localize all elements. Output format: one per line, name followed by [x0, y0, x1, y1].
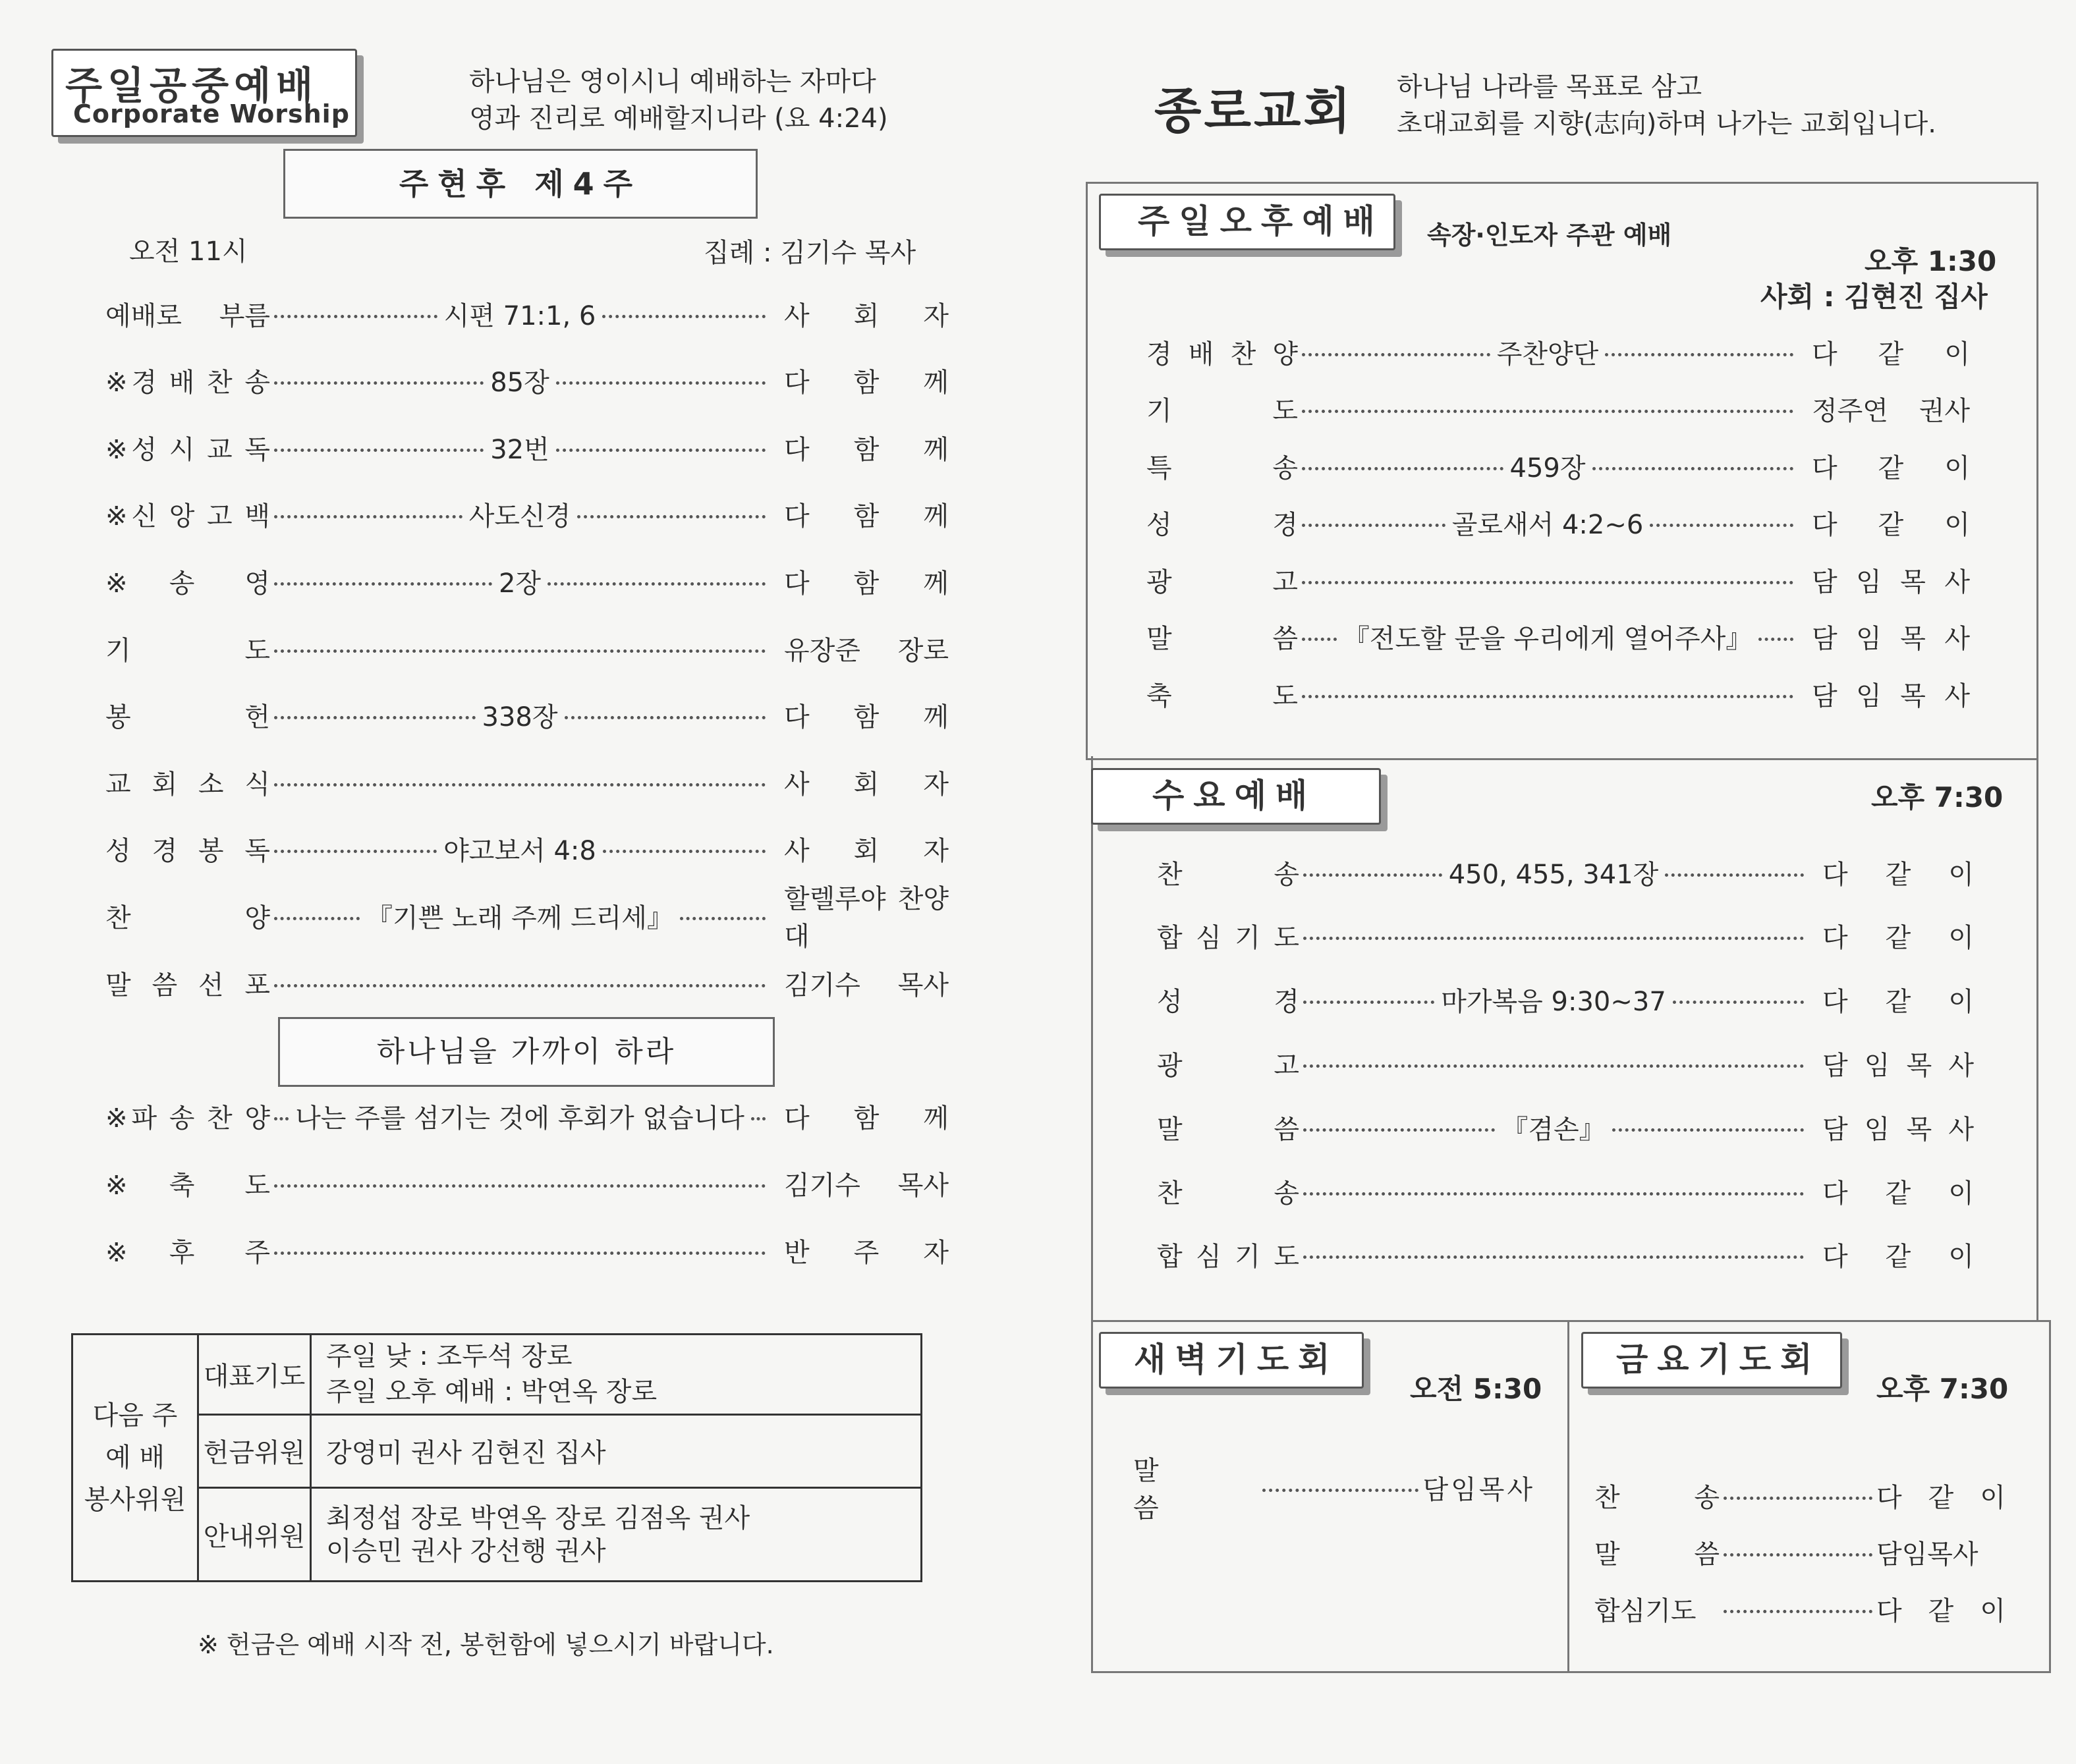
order-item-label — [105, 563, 270, 600]
wednesday-item-row — [1157, 1043, 1974, 1083]
week-title-box — [283, 149, 758, 219]
wednesday-item-row — [1157, 916, 1974, 956]
order-item-label — [105, 964, 270, 1002]
wednesday-item-label-text: 합 심 기 도 — [1157, 1242, 1299, 1273]
afternoon-item-detail: 주찬양단 — [1496, 339, 1599, 370]
afternoon-item-label-text: 기 도 — [1146, 396, 1298, 426]
sermon-title: 하나님을 가까이 하라 — [376, 1035, 677, 1068]
dotted-leader — [274, 649, 766, 653]
wednesday-item-detail: 『겸손』 — [1501, 1114, 1606, 1145]
dotted-leader — [1303, 1192, 1804, 1196]
dotted-leader — [274, 515, 463, 518]
dotted-leader — [1650, 524, 1793, 527]
dotted-leader — [274, 315, 437, 318]
wednesday-item-leader: 다 같 이 — [1822, 1178, 1974, 1209]
dotted-leader — [556, 381, 766, 385]
dotted-leader — [602, 315, 766, 318]
dotted-leader — [577, 515, 766, 518]
afternoon-item-detail: 459장 — [1509, 453, 1586, 483]
dotted-leader — [274, 1252, 766, 1255]
order-item-label-text: 봉 헌 — [105, 702, 270, 733]
closing-item-detail: 나는 주를 섬기는 것에 후회가 없습니다 — [295, 1103, 744, 1134]
afternoon-title-tab — [1099, 194, 1395, 250]
order-item-label-text: 교 회 소 식 — [105, 769, 270, 800]
dotted-leader — [1592, 467, 1794, 470]
church-name: 종로교회 — [1154, 83, 1353, 140]
order-item-leader: 다 함 께 — [784, 501, 949, 532]
closing-item-label — [105, 1165, 270, 1202]
order-item-row — [105, 628, 949, 668]
afternoon-item-leader: 다 같 이 — [1812, 510, 1970, 540]
afternoon-item-label-text: 성 경 — [1146, 510, 1298, 540]
wednesday-item-leader: 담 임 목 사 — [1822, 1114, 1974, 1145]
wednesday-title-tab — [1091, 768, 1381, 825]
afternoon-item-detail: 『전도할 문을 우리에게 열어주사』 — [1343, 624, 1753, 654]
wednesday-item-detail: 마가복음 9:30~37 — [1441, 987, 1666, 1018]
afternoon-item-leader: 담 임 목 사 — [1812, 566, 1970, 597]
dotted-leader — [1302, 467, 1503, 470]
order-item-leader: 다 함 께 — [784, 702, 949, 733]
dotted-leader — [274, 449, 484, 452]
dotted-leader — [1724, 1610, 1872, 1613]
worship-title-tab — [51, 49, 357, 137]
wednesday-item-label-text: 성 경 — [1157, 987, 1299, 1018]
dotted-leader — [274, 716, 476, 719]
friday-item-label: 찬 송 — [1594, 1482, 1720, 1513]
order-item-leader: 사 회 자 — [784, 769, 949, 800]
afternoon-item-label — [1146, 675, 1298, 713]
wednesday-item-leader: 다 같 이 — [1822, 923, 1974, 954]
dotted-leader — [1758, 638, 1793, 641]
wednesday-item-row — [1157, 1235, 1974, 1275]
closing-item-row — [105, 1163, 949, 1203]
wednesday-item-row — [1157, 852, 1974, 892]
dotted-leader — [1605, 353, 1793, 356]
dawn-title: 새벽기도회 — [1134, 1340, 1339, 1379]
order-item-leader: 사 회 자 — [784, 300, 949, 331]
order-item-leader: 다 함 께 — [784, 568, 949, 599]
friday-title-tab — [1581, 1332, 1842, 1389]
friday-title: 금요기도회 — [1616, 1340, 1822, 1379]
verse-line-1: 하나님은 영이시니 예배하는 자마다 — [469, 67, 876, 97]
wednesday-item-label — [1157, 917, 1299, 954]
dotted-leader — [1303, 1001, 1434, 1004]
order-item-label — [105, 830, 270, 868]
afternoon-subtitle: 속장·인도자 주관 예배 — [1427, 221, 1672, 250]
dotted-leader — [274, 783, 766, 786]
dotted-leader — [1724, 1553, 1872, 1557]
order-item-leader: 사 회 자 — [784, 836, 949, 867]
wednesday-item-leader: 담 임 목 사 — [1822, 1050, 1974, 1081]
order-item-leader: 다 함 께 — [784, 368, 949, 399]
closing-item-label-text: ※후 주 — [105, 1237, 270, 1268]
order-item-row — [105, 829, 949, 869]
afternoon-item-leader: 다 같 이 — [1812, 453, 1970, 483]
closing-item-row — [105, 1230, 949, 1270]
order-item-label-text: ※신 앙 고 백 — [105, 501, 270, 532]
server-names — [311, 1335, 922, 1415]
friday-item-leader: 다 같 이 — [1876, 1482, 2006, 1513]
order-item-row — [105, 762, 949, 802]
afternoon-item-leader: 담 임 목 사 — [1812, 680, 1970, 711]
dotted-leader — [1302, 695, 1793, 698]
dotted-leader — [274, 381, 484, 385]
church-motto-1: 하나님 나라를 목표로 삼고 — [1397, 72, 1702, 102]
wednesday-item-label-text: 합 심 기 도 — [1157, 923, 1299, 954]
wednesday-item-leader: 다 같 이 — [1822, 859, 1975, 890]
dawn-label: 말 씀 — [1133, 1456, 1243, 1524]
worship-title: 주일공중예배 — [65, 63, 319, 108]
wednesday-time: 오후 7:30 — [1871, 781, 2004, 813]
dotted-leader — [274, 1117, 289, 1120]
server-name-line: 주일 낮 : 조두석 장로 — [326, 1341, 573, 1372]
friday-item-leader: 담임목사 — [1876, 1539, 1978, 1570]
dotted-leader — [1303, 1064, 1804, 1068]
server-name-line: 최정섭 장로 박연옥 장로 김점옥 권사 — [326, 1502, 750, 1533]
afternoon-item-row — [1146, 389, 1970, 429]
dotted-leader — [1302, 581, 1793, 584]
server-role: 헌금위원 — [198, 1414, 311, 1487]
sermon-title-box — [278, 1017, 775, 1087]
verse-line-2: 영과 진리로 예배할지니라 (요 4:24) — [469, 103, 888, 134]
dotted-leader — [603, 850, 766, 853]
order-item-label-text: ※송 영 — [105, 568, 270, 599]
afternoon-item-label — [1146, 504, 1298, 541]
closing-item-label — [105, 1097, 270, 1135]
friday-time: 오후 7:30 — [1876, 1373, 2009, 1405]
order-item-label-text: ※성 시 교 독 — [105, 434, 270, 465]
wednesday-item-label-text: 광 고 — [1157, 1050, 1299, 1081]
order-item-detail: 85장 — [490, 368, 549, 399]
dotted-leader — [1302, 410, 1793, 413]
wednesday-item-label — [1157, 1109, 1299, 1146]
dotted-leader — [751, 1117, 766, 1120]
wednesday-item-label-text: 말 씀 — [1157, 1114, 1299, 1145]
dotted-leader — [547, 582, 766, 586]
dotted-leader — [274, 582, 492, 586]
order-item-label-text: 말 씀 선 포 — [105, 970, 270, 1001]
afternoon-item-label — [1146, 447, 1298, 485]
friday-item-label: 합심기도 — [1594, 1595, 1697, 1626]
order-item-row — [105, 361, 949, 400]
order-item-row — [105, 495, 949, 534]
dotted-leader — [1665, 873, 1804, 877]
order-item-detail: 시편 71:1, 6 — [443, 300, 596, 331]
afternoon-item-detail: 골로새서 4:2~6 — [1451, 510, 1644, 540]
afternoon-item-row — [1146, 446, 1970, 485]
order-item-label — [105, 696, 270, 734]
afternoon-item-row — [1146, 674, 1970, 713]
friday-item-row — [1594, 1589, 2006, 1628]
order-item-row — [105, 294, 949, 333]
order-item-row — [105, 561, 949, 601]
closing-item-label-text: ※파 송 찬 양 — [105, 1103, 270, 1134]
afternoon-item-row — [1146, 332, 1970, 372]
order-item-label — [105, 630, 270, 667]
afternoon-item-leader: 다 같 이 — [1812, 339, 1970, 370]
order-item-row — [105, 427, 949, 467]
server-role: 안내위원 — [198, 1488, 311, 1582]
order-item-label — [105, 763, 270, 801]
order-item-detail: 338장 — [482, 702, 558, 733]
order-item-row — [105, 696, 949, 735]
order-item-detail: 2장 — [498, 568, 542, 599]
order-item-label-text: 찬 양 — [105, 902, 270, 933]
server-names — [311, 1414, 922, 1487]
dawn-who: 담임목사 — [1422, 1474, 1535, 1505]
order-item-detail: 야고보서 4:8 — [443, 836, 596, 867]
closing-item-label-text: ※축 도 — [105, 1170, 270, 1201]
afternoon-item-label — [1146, 618, 1298, 655]
dotted-leader — [1303, 937, 1804, 940]
order-item-label — [105, 362, 270, 399]
wednesday-item-leader: 다 같 이 — [1822, 1242, 1974, 1273]
server-name-line: 주일 오후 예배 : 박연옥 장로 — [326, 1377, 658, 1408]
servers-group-line: 다음 주 — [92, 1400, 178, 1431]
order-item-detail: 『기쁜 노래 주께 드리세』 — [366, 902, 673, 933]
closing-item-leader: 반 주 자 — [784, 1237, 949, 1268]
wednesday-item-label — [1157, 1172, 1299, 1210]
dotted-leader — [1724, 1497, 1872, 1500]
dotted-leader — [1673, 1001, 1804, 1004]
afternoon-item-label — [1146, 390, 1298, 427]
afternoon-item-label — [1146, 561, 1298, 599]
order-item-label-text: 성 경 봉 독 — [105, 836, 270, 867]
order-item-leader: 유장준 장로 — [784, 635, 949, 666]
wednesday-title: 수요예배 — [1152, 777, 1317, 815]
servers-group-line: 봉사위원 — [84, 1485, 186, 1515]
dawn-title-tab — [1099, 1332, 1364, 1389]
dotted-leader — [1302, 638, 1337, 641]
dotted-leader — [274, 984, 766, 987]
closing-item-row — [105, 1096, 949, 1136]
order-item-label — [105, 495, 270, 533]
wednesday-item-row — [1157, 980, 1974, 1020]
dotted-leader — [565, 716, 766, 719]
offering-note: ※ 헌금은 예배 시작 전, 봉헌함에 넣으시기 바랍니다. — [198, 1630, 774, 1659]
afternoon-time: 오후 1:30 — [1865, 245, 1997, 277]
order-item-detail: 32번 — [490, 434, 549, 465]
order-item-detail: 사도신경 — [468, 501, 571, 532]
friday-item-row — [1594, 1475, 2006, 1515]
closing-item-leader: 다 함 께 — [784, 1103, 949, 1134]
dawn-row-label — [1133, 1450, 1258, 1525]
server-name-line: 이승민 권사 강선행 권사 — [326, 1535, 606, 1566]
afternoon-item-label-text: 축 도 — [1146, 680, 1298, 711]
afternoon-item-row — [1146, 560, 1970, 599]
dotted-leader — [1303, 873, 1442, 877]
closing-item-label — [105, 1232, 270, 1269]
wednesday-item-label — [1157, 981, 1299, 1018]
dotted-leader — [1262, 1489, 1418, 1492]
dotted-leader — [274, 850, 437, 853]
presider: 집례 : 김기수 목사 — [704, 238, 916, 268]
wednesday-item-detail: 450, 455, 341장 — [1448, 859, 1659, 890]
afternoon-item-label — [1146, 333, 1298, 371]
afternoon-presider: 사회 : 김현진 집사 — [1760, 281, 1988, 313]
afternoon-item-leader: 담 임 목 사 — [1812, 624, 1970, 654]
order-item-leader: 할렐루야 찬양대 — [784, 884, 949, 952]
wednesday-item-label — [1157, 854, 1299, 891]
order-item-row — [105, 884, 949, 952]
afternoon-item-label-text: 특 송 — [1146, 453, 1298, 483]
afternoon-title: 주일오후예배 — [1138, 202, 1384, 240]
afternoon-item-leader: 정주연 권사 — [1812, 396, 1970, 426]
wednesday-item-label — [1157, 1236, 1299, 1273]
next-week-servers-table — [71, 1333, 922, 1582]
afternoon-item-row — [1146, 503, 1970, 543]
order-item-row — [105, 963, 949, 1003]
dotted-leader — [1302, 524, 1445, 527]
closing-item-leader: 김기수 목사 — [784, 1170, 949, 1201]
church-motto-2: 초대교회를 지향(志向)하며 나가는 교회입니다. — [1397, 109, 1936, 139]
dotted-leader — [1303, 1255, 1804, 1259]
dawn-row — [1133, 1456, 1535, 1524]
friday-item-label: 말 씀 — [1594, 1539, 1720, 1570]
order-item-label-text: ※경 배 찬 송 — [105, 368, 270, 399]
dotted-leader — [1612, 1128, 1804, 1132]
week-title: 주현후 제4주 — [399, 166, 642, 202]
server-names — [311, 1488, 922, 1582]
wednesday-item-row — [1157, 1107, 1974, 1147]
afternoon-item-label-text: 광 고 — [1146, 566, 1298, 597]
order-item-label — [105, 295, 270, 333]
service-time: 오전 11시 — [129, 236, 248, 267]
dotted-leader — [556, 449, 766, 452]
dotted-leader — [274, 1184, 766, 1188]
order-item-label — [105, 429, 270, 466]
friday-item-leader: 다 같 이 — [1876, 1595, 2006, 1626]
order-item-leader: 김기수 목사 — [784, 970, 949, 1001]
afternoon-item-label-text: 경 배 찬 양 — [1146, 339, 1298, 370]
afternoon-item-label-text: 말 씀 — [1146, 624, 1298, 654]
wednesday-item-row — [1157, 1171, 1974, 1211]
dotted-leader — [1303, 1128, 1495, 1132]
order-item-label-text: 예배로 부름 — [105, 300, 270, 331]
order-item-label-text: 기 도 — [105, 635, 270, 666]
afternoon-item-row — [1146, 617, 1970, 657]
worship-subtitle: Corporate Worship — [73, 99, 350, 128]
order-item-label — [105, 897, 270, 935]
dawn-time: 오전 5:30 — [1410, 1373, 1542, 1405]
dotted-leader — [1302, 353, 1490, 356]
dotted-leader — [680, 917, 766, 920]
server-name-line: 강영미 권사 김현진 집사 — [326, 1438, 606, 1469]
server-role: 대표기도 — [198, 1335, 311, 1415]
dotted-leader — [274, 917, 360, 920]
friday-item-row — [1594, 1532, 2006, 1572]
wednesday-item-label-text: 찬 송 — [1157, 859, 1299, 890]
wednesday-item-label-text: 찬 송 — [1157, 1178, 1299, 1209]
wednesday-item-leader: 다 같 이 — [1822, 987, 1975, 1018]
servers-group-line: 예 배 — [105, 1443, 165, 1473]
wednesday-item-label — [1157, 1045, 1299, 1082]
order-item-leader: 다 함 께 — [784, 434, 949, 465]
servers-group-cell — [72, 1335, 198, 1582]
